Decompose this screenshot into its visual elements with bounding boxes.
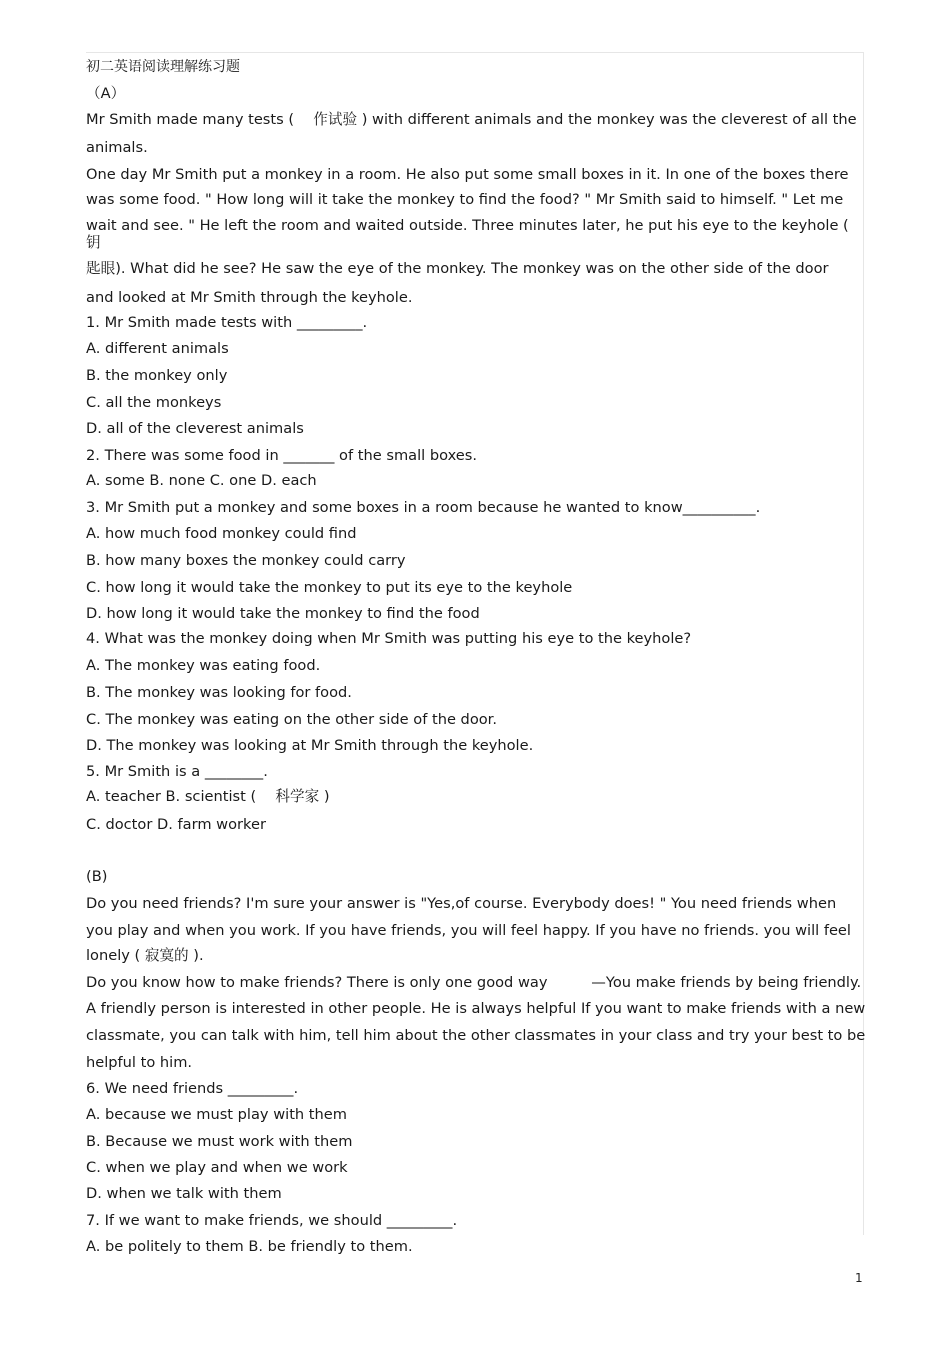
question-2: 2. There was some food in _______ of the small boxes. (86, 447, 478, 464)
passage-b-line: you play and when you work. If you have friends, you will feel happy. If you have no friends. you will feel (86, 922, 851, 939)
passage-b-line: helpful to him. (86, 1054, 193, 1071)
question-3-option-c: C. how long it would take the monkey to put its eye to the keyhole (86, 579, 573, 596)
question-1-option-d: D. all of the cleverest animals (86, 420, 304, 437)
passage-a-line: Mr Smith made many tests ( 作试验 ) with different animals and the monkey was the cleverest of all the (86, 111, 857, 128)
passage-a-line: 匙眼). What did he see? He saw the eye of the monkey. The monkey was on the other side of the door (86, 260, 829, 277)
question-1: 1. Mr Smith made tests with _________. (86, 314, 368, 331)
question-1-option-a: A. different animals (86, 340, 229, 357)
passage-a-line: wait and see. " He left the room and waited outside. Three minutes later, he put his eye to the keyhole ( (86, 217, 849, 234)
question-5-options-cd: C. doctor D. farm worker (86, 816, 266, 833)
question-4: 4. What was the monkey doing when Mr Smith was putting his eye to the keyhole? (86, 630, 692, 647)
question-3-option-b: B. how many boxes the monkey could carry (86, 552, 406, 569)
question-3-option-d: D. how long it would take the monkey to find the food (86, 605, 480, 622)
passage-a-line: animals. (86, 139, 148, 156)
passage-b-line: Do you need friends? I'm sure your answer is "Yes,of course. Everybody does! " You need friends when (86, 895, 837, 912)
section-a-label: （A） (86, 85, 126, 102)
section-b-label: (B) (86, 868, 108, 885)
question-6: 6. We need friends _________. (86, 1080, 299, 1097)
page-frame-right (863, 52, 864, 1235)
question-3-option-a: A. how much food monkey could find (86, 525, 357, 542)
passage-a-line: One day Mr Smith put a monkey in a room. He also put some small boxes in it. In one of the boxes there (86, 166, 849, 183)
passage-b-line: A friendly person is interested in other people. He is always helpful If you want to make friends with a new (86, 1000, 866, 1017)
question-7-options: A. be politely to them B. be friendly to them. (86, 1238, 413, 1255)
question-4-option-a: A. The monkey was eating food. (86, 657, 321, 674)
question-1-option-c: C. all the monkeys (86, 394, 222, 411)
question-7: 7. If we want to make friends, we should _________. (86, 1212, 458, 1229)
question-5: 5. Mr Smith is a ________. (86, 763, 268, 780)
passage-a-line: and looked at Mr Smith through the keyhole. (86, 289, 413, 306)
question-6-option-c: C. when we play and when we work (86, 1159, 348, 1176)
question-1-option-b: B. the monkey only (86, 367, 228, 384)
question-6-option-a: A. because we must play with them (86, 1106, 347, 1123)
question-6-option-b: B. Because we must work with them (86, 1133, 353, 1150)
question-3: 3. Mr Smith put a monkey and some boxes in a room because he wanted to know__________. (86, 499, 761, 516)
page-number: 1 (855, 1271, 863, 1285)
document-title: 初二英语阅读理解练习题 (86, 59, 240, 75)
question-2-options: A. some B. none C. one D. each (86, 472, 317, 489)
passage-b-line: Do you know how to make friends? There is only one good way —You make friends by being friendly. (86, 974, 862, 991)
passage-b-line: lonely ( 寂寞的 ). (86, 947, 204, 964)
question-5-options-ab: A. teacher B. scientist ( 科学家 ) (86, 788, 330, 805)
passage-b-line: classmate, you can talk with him, tell him about the other classmates in your class and try your best to be (86, 1027, 866, 1044)
passage-a-line: 钥 (86, 234, 101, 251)
question-4-option-c: C. The monkey was eating on the other side of the door. (86, 711, 497, 728)
page-frame-top (86, 52, 864, 53)
passage-a-line: was some food. " How long will it take the monkey to find the food? " Mr Smith said to himself. " Let me (86, 191, 844, 208)
question-6-option-d: D. when we talk with them (86, 1185, 282, 1202)
question-4-option-d: D. The monkey was looking at Mr Smith through the keyhole. (86, 737, 534, 754)
question-4-option-b: B. The monkey was looking for food. (86, 684, 352, 701)
